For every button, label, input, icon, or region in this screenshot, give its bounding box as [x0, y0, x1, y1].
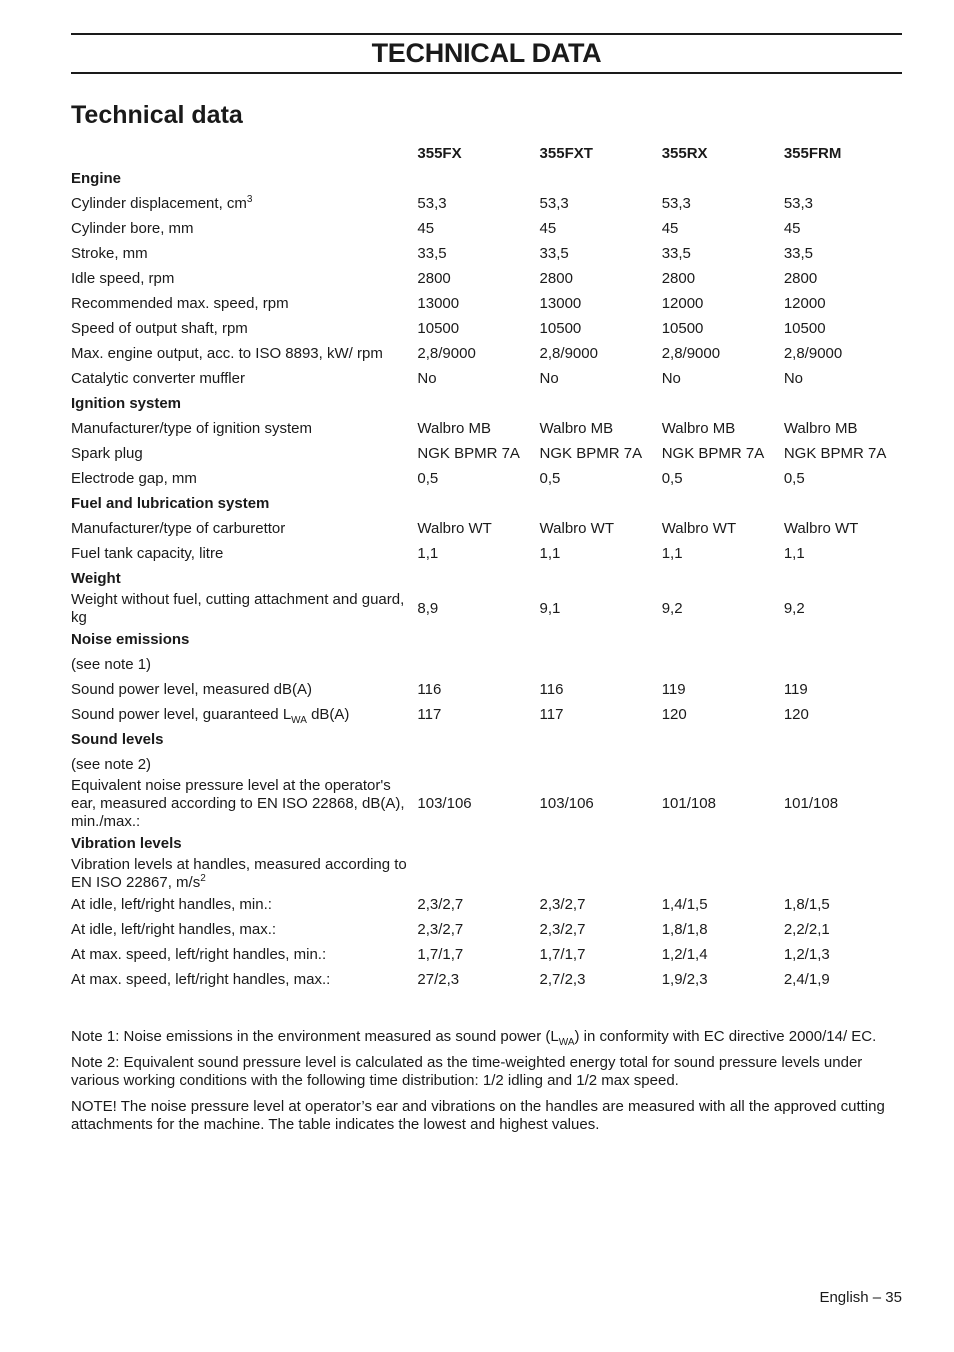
row-label-text: At idle, left/right handles, min.:	[71, 895, 272, 913]
technical-data-table	[71, 141, 906, 992]
cell-value: 1,7/1,7	[417, 945, 464, 963]
table-row	[71, 942, 906, 967]
cell-value: NGK BPMR 7A	[661, 444, 765, 462]
table-row	[71, 466, 906, 491]
row-label	[71, 541, 417, 566]
cell-value: 10500	[661, 319, 704, 337]
row-label	[71, 241, 417, 266]
cell-value: 2800	[783, 269, 818, 287]
table-row	[71, 856, 906, 892]
cell-value: 0,5	[417, 469, 439, 487]
table-row	[71, 441, 906, 466]
cell-value: 2,3/2,7	[417, 895, 464, 913]
row-label	[71, 516, 417, 541]
section-heading: Ignition system	[71, 394, 182, 412]
cell-value: 2,2/2,1	[783, 920, 830, 938]
table-row	[71, 266, 906, 291]
row-label	[71, 341, 417, 366]
cell-value: 1,1	[783, 544, 805, 562]
row-label	[71, 702, 417, 727]
cell-value: 12000	[783, 294, 826, 312]
cell-value	[784, 856, 906, 892]
cell-value: Walbro MB	[661, 419, 736, 437]
cell-value: 117	[539, 705, 564, 723]
cell-value: 9,1	[539, 600, 561, 617]
cell-value: 8,9	[417, 600, 439, 617]
cell-value: 45	[539, 219, 557, 237]
cell-value: 101/108	[661, 795, 716, 812]
cell-value	[417, 652, 539, 677]
cell-value: Walbro WT	[539, 519, 614, 537]
row-label-text: Fuel tank capacity, litre	[71, 544, 224, 562]
row-label	[71, 416, 417, 441]
table-row	[71, 366, 906, 391]
cell-value: 53,3	[417, 194, 447, 212]
row-label-text: Catalytic converter muffler	[71, 369, 245, 387]
table-row	[71, 702, 906, 727]
cell-value: 2,4/1,9	[783, 970, 830, 988]
row-label	[71, 942, 417, 967]
cell-value: Walbro MB	[417, 419, 492, 437]
cell-value	[662, 752, 784, 777]
cell-value: 2,3/2,7	[539, 920, 586, 938]
cell-value	[540, 652, 662, 677]
section-heading-row	[71, 391, 906, 416]
table-row	[71, 241, 906, 266]
cell-value: 1,9/2,3	[661, 970, 708, 988]
row-label	[71, 216, 417, 241]
row-label	[71, 652, 417, 677]
row-label-text: Recommended max. speed, rpm	[71, 294, 289, 312]
row-label-text: Max. engine output, acc. to ISO 8893, kW/ rpm	[71, 344, 383, 362]
cell-value: 120	[661, 705, 687, 723]
row-label-text: Vibration levels at handles, measured according to EN ISO 22867, m/s	[71, 856, 407, 891]
row-label	[71, 917, 417, 942]
row-label-text: At max. speed, left/right handles, max.:	[71, 970, 331, 988]
section-heading: Engine	[71, 169, 122, 187]
cell-value: 2,8/9000	[417, 344, 476, 362]
cell-value: 117	[417, 705, 442, 723]
row-label-text: Weight without fuel, cutting attachment and guard, kg	[71, 591, 405, 626]
cell-value: 120	[783, 705, 809, 723]
cell-value: 10500	[417, 319, 460, 337]
cell-value: 33,5	[539, 244, 569, 262]
cell-value	[417, 856, 539, 892]
cell-value: 2,7/2,3	[539, 970, 586, 988]
cell-value: 1,8/1,8	[661, 920, 708, 938]
row-label-subscript: WA	[291, 714, 307, 726]
table-row	[71, 516, 906, 541]
cell-value	[540, 752, 662, 777]
page-footer: English – 35	[819, 1289, 902, 1306]
cell-value: 0,5	[661, 469, 683, 487]
table-row	[71, 777, 906, 831]
row-label	[71, 777, 417, 831]
cell-value: 45	[661, 219, 679, 237]
row-label	[71, 366, 417, 391]
section-heading: Vibration levels	[71, 834, 182, 852]
note-1-subscript: WA	[558, 1037, 575, 1048]
cell-value: 2,3/2,7	[417, 920, 464, 938]
row-label	[71, 752, 417, 777]
row-label	[71, 466, 417, 491]
table-row	[71, 191, 906, 216]
cell-value: 33,5	[783, 244, 814, 262]
cell-value: NGK BPMR 7A	[417, 444, 520, 462]
cell-value: NGK BPMR 7A	[539, 444, 643, 462]
row-label-suffix: dB(A)	[306, 705, 350, 723]
cell-value: Walbro WT	[783, 519, 859, 537]
cell-value: 1,7/1,7	[539, 945, 586, 963]
table-row	[71, 917, 906, 942]
cell-value	[784, 752, 906, 777]
cell-value: 27/2,3	[417, 970, 460, 988]
row-label	[71, 441, 417, 466]
page-header-title: TECHNICAL DATA	[371, 38, 602, 68]
row-label-text: Cylinder bore, mm	[71, 219, 194, 237]
cell-value: 119	[661, 680, 686, 698]
section-heading-row	[71, 566, 906, 591]
section-heading: Noise emissions	[71, 630, 190, 648]
table-row	[71, 591, 906, 627]
cell-value: 9,2	[783, 600, 805, 617]
section-heading: Weight	[71, 569, 121, 587]
row-label-text: Spark plug	[71, 444, 143, 462]
row-label-text: Sound power level, guaranteed L	[71, 705, 292, 723]
note-1	[71, 1028, 906, 1046]
cell-value: No	[417, 369, 437, 387]
table-row	[71, 416, 906, 441]
cell-value	[784, 652, 906, 677]
cell-value: 119	[783, 680, 808, 698]
cell-value: 2800	[539, 269, 573, 287]
cell-value: 45	[783, 219, 801, 237]
cell-value: 1,1	[417, 544, 439, 562]
cell-value: Walbro WT	[417, 519, 492, 537]
model-header: 355FXT	[539, 144, 593, 162]
table-row	[71, 892, 906, 917]
table-row	[71, 752, 906, 777]
row-label-text: Manufacturer/type of carburettor	[71, 519, 286, 537]
cell-value: 1,2/1,4	[661, 945, 708, 963]
row-label	[71, 967, 417, 992]
cell-value: 1,1	[661, 544, 683, 562]
table-row	[71, 677, 906, 702]
cell-value: 1,1	[539, 544, 561, 562]
row-label	[71, 591, 417, 627]
cell-value: 53,3	[539, 194, 569, 212]
cell-value: No	[661, 369, 681, 387]
notes	[71, 1028, 906, 1142]
cell-value: 13000	[417, 294, 460, 312]
row-label-text: Manufacturer/type of ignition system	[71, 419, 312, 437]
cell-value: 2800	[417, 269, 451, 287]
table-row	[71, 341, 906, 366]
cell-value: NGK BPMR 7A	[783, 444, 887, 462]
row-label-text: Cylinder displacement, cm	[71, 194, 247, 212]
cell-value: 12000	[661, 294, 704, 312]
section-heading-row	[71, 166, 906, 191]
section-heading: Sound levels	[71, 730, 164, 748]
table-row	[71, 291, 906, 316]
cell-value: 13000	[539, 294, 582, 312]
section-title: Technical data	[71, 101, 243, 129]
row-label	[71, 266, 417, 291]
cell-value: Walbro WT	[661, 519, 737, 537]
section-heading-row	[71, 491, 906, 516]
cell-value: 1,8/1,5	[783, 895, 830, 913]
cell-value: 45	[417, 219, 435, 237]
cell-value: 103/106	[539, 795, 594, 812]
row-label-text: At idle, left/right handles, max.:	[71, 920, 277, 938]
row-label-text: Speed of output shaft, rpm	[71, 319, 248, 337]
cell-value: 116	[417, 680, 442, 698]
note-3: NOTE! The noise pressure level at operator’s ear and vibrations on the handles are measured with all the approved cutting attachments for the machine. The table indicates the lowest and highest values.	[71, 1098, 885, 1133]
cell-value: 33,5	[417, 244, 447, 262]
cell-value	[662, 652, 784, 677]
cell-value: No	[783, 369, 804, 387]
cell-value: 2,3/2,7	[539, 895, 586, 913]
cell-value	[540, 856, 662, 892]
section-heading-row	[71, 627, 906, 652]
cell-value: Walbro MB	[783, 419, 858, 437]
row-label-text: (see note 1)	[71, 655, 152, 673]
row-label	[71, 892, 417, 917]
row-label	[71, 191, 417, 216]
table-body	[71, 166, 906, 992]
cell-value: 2800	[661, 269, 696, 287]
cell-value: 0,5	[783, 469, 805, 487]
section-heading: Fuel and lubrication system	[71, 494, 270, 512]
page-header	[71, 33, 902, 74]
cell-value: 0,5	[539, 469, 561, 487]
table-row	[71, 541, 906, 566]
cell-value: 116	[539, 680, 564, 698]
row-label-superscript: 3	[246, 193, 253, 205]
table-row	[71, 652, 906, 677]
model-header: 355RX	[661, 144, 708, 162]
row-label-text: At max. speed, left/right handles, min.:	[71, 945, 327, 963]
cell-value: 2,8/9000	[539, 344, 598, 362]
row-label	[71, 316, 417, 341]
row-label-text: Idle speed, rpm	[71, 269, 175, 287]
row-label	[71, 291, 417, 316]
cell-value: 10500	[539, 319, 582, 337]
row-label-text: Stroke, mm	[71, 244, 148, 262]
note-1-text-end: ) in conformity with EC directive 2000/14/ EC.	[574, 1028, 877, 1045]
model-header: 355FX	[417, 144, 462, 162]
row-label-superscript: 2	[200, 873, 206, 884]
table-row	[71, 216, 906, 241]
model-header: 355FRM	[783, 144, 842, 162]
table-header-row	[71, 141, 906, 166]
row-label-text: Sound power level, measured dB(A)	[71, 680, 312, 698]
row-label	[71, 856, 417, 892]
note-1-text: Note 1: Noise emissions in the environment measured as sound power (L	[71, 1028, 559, 1045]
cell-value: 53,3	[661, 194, 691, 212]
cell-value: 1,2/1,3	[783, 945, 830, 963]
table-row	[71, 967, 906, 992]
cell-value: 2,8/9000	[661, 344, 721, 362]
cell-value: 10500	[783, 319, 826, 337]
cell-value: 101/108	[783, 795, 839, 812]
cell-value: 1,4/1,5	[661, 895, 708, 913]
row-label-text: Electrode gap, mm	[71, 469, 197, 487]
cell-value: Walbro MB	[539, 419, 614, 437]
note-2: Note 2: Equivalent sound pressure level is calculated as the time-weighted energy total for sound pressure levels under various working conditions with the following time distribution: 1/2 idling and 1/2 max speed.	[71, 1054, 863, 1089]
cell-value	[417, 752, 539, 777]
row-label	[71, 677, 417, 702]
table-row	[71, 316, 906, 341]
row-label-text: Equivalent noise pressure level at the operator's ear, measured according to EN ISO 22868, dB(A), min./max.:	[71, 777, 405, 830]
cell-value: No	[539, 369, 559, 387]
cell-value: 53,3	[783, 194, 814, 212]
table-header-spacer	[71, 141, 417, 166]
cell-value	[662, 856, 784, 892]
cell-value: 2,8/9000	[783, 344, 843, 362]
row-label-text: (see note 2)	[71, 755, 152, 773]
section-heading-row	[71, 831, 906, 856]
cell-value: 33,5	[661, 244, 691, 262]
section-heading-row	[71, 727, 906, 752]
cell-value: 103/106	[417, 795, 472, 812]
cell-value: 9,2	[661, 600, 683, 617]
